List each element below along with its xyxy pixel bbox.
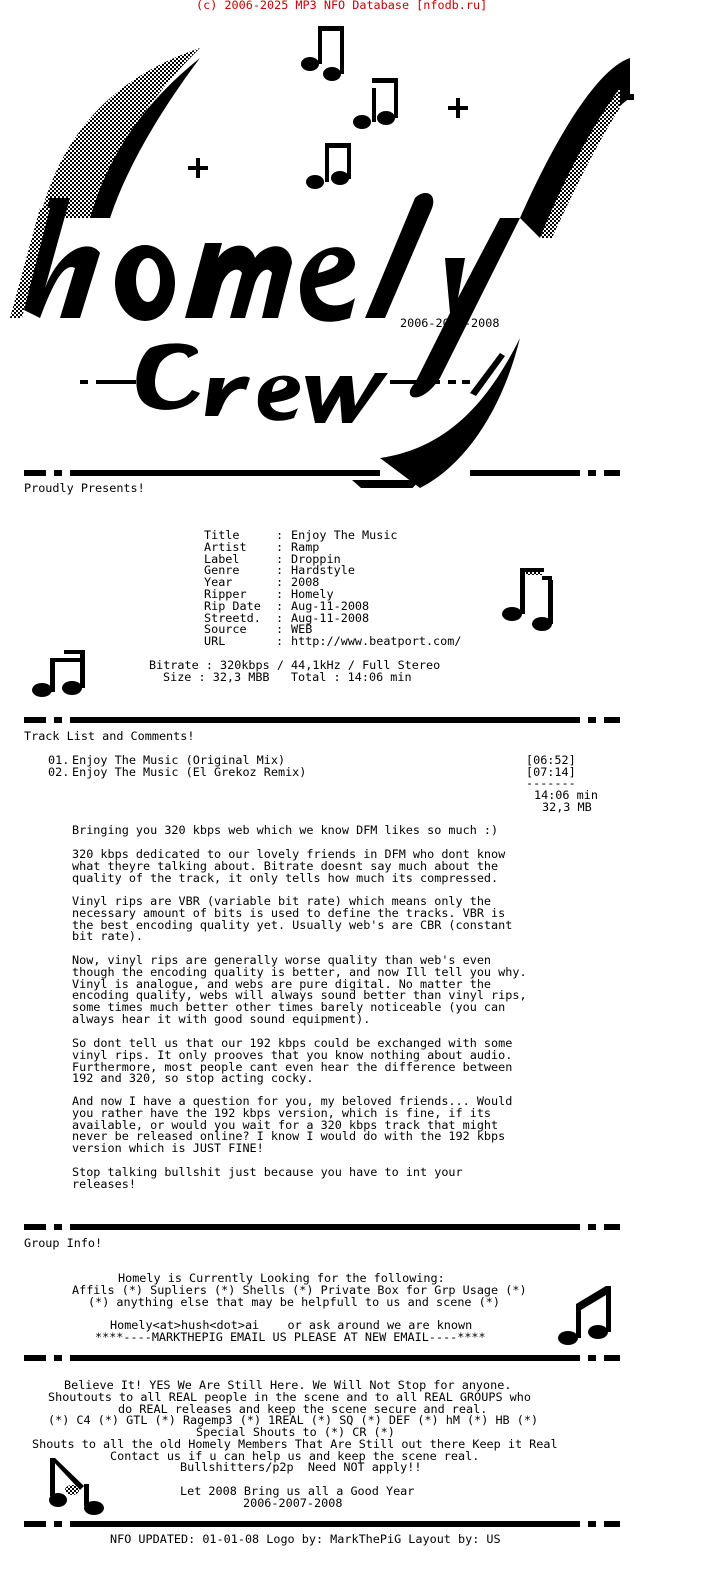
release-field-value: Hardstyle	[291, 563, 355, 578]
release-field-label: Source	[204, 622, 247, 637]
presents-heading: Proudly Presents!	[24, 481, 145, 495]
release-field-label: Artist	[204, 539, 247, 554]
release-field-label: Ripper	[204, 587, 247, 601]
music-note-icon	[44, 1456, 106, 1516]
divider-4	[24, 1355, 620, 1361]
release-field-separator: :	[276, 622, 284, 637]
track-number: 02.	[48, 765, 70, 779]
comment-line: what theyre talking about. Bitrate doesnt say much about the	[72, 858, 499, 873]
comment-line: you rather have the 192 kbps version, which is fine, if its	[72, 1105, 492, 1120]
shout-line: Special Shouts to (*) CR (*)	[196, 1425, 395, 1439]
release-field-label: Year	[204, 575, 233, 590]
email-notice: ****----MARKTHEPIG EMAIL US PLEASE AT NEW EMAIL----****	[95, 1330, 486, 1344]
divider-1	[24, 470, 620, 476]
release-field-separator: :	[276, 634, 284, 649]
release-field-separator: :	[276, 551, 284, 566]
release-field-separator: :	[276, 563, 284, 578]
shout-line: Believe It! YES We Are Still Here. We Will Not Stop for anyone.	[64, 1378, 512, 1392]
release-field-label: Streetd.	[204, 610, 261, 625]
comment-line: Vinyl is analogue, and webs are pure digital. No matter the	[72, 976, 492, 991]
comment-line: always hear it with good sound equipment).	[72, 1012, 371, 1026]
release-field-label: Genre	[204, 563, 240, 578]
release-field-value: Enjoy The Music	[291, 528, 398, 542]
release-field-separator: :	[276, 598, 284, 613]
comment-line: 192 and 320, so stop acting cocky.	[72, 1071, 314, 1086]
comment-line: though the encoding quality is better, and now Ill tell you why.	[72, 964, 527, 979]
release-field-separator: :	[276, 575, 284, 590]
music-note-icon	[30, 648, 90, 700]
release-field-label: Title	[204, 528, 240, 542]
shout-line: Bullshitters/p2p Need NOT apply!!	[180, 1460, 422, 1474]
looking-line: Homely is Currently Looking for the following:	[118, 1271, 445, 1285]
release-field-value: Droppin	[291, 551, 341, 566]
comment-line: Stop talking bullshit just because you have to int your	[72, 1165, 463, 1179]
comment-line: Vinyl rips are VBR (variable bit rate) which means only the	[72, 894, 492, 908]
total-size: 32,3 MB	[542, 800, 592, 814]
comment-line: encoding quality, webs will always sound better than vinyl rips,	[72, 988, 527, 1003]
comment-line: vinyl rips. It only prooves that you know nothing about audio.	[72, 1047, 513, 1062]
release-field-label: URL	[204, 634, 226, 649]
release-field-value: Aug-11-2008	[291, 610, 370, 625]
total-separator: -------	[526, 776, 576, 790]
release-field-separator: :	[276, 587, 284, 601]
size-line: Size : 32,3 MBB Total : 14:06 min	[163, 670, 412, 684]
divider-5	[24, 1521, 620, 1527]
comment-line: releases!	[72, 1176, 136, 1191]
logo-years: 2006-2007-2008	[400, 316, 500, 330]
shout-line: Contact us if u can help us and keep the scene real.	[110, 1449, 480, 1463]
track-title: Enjoy The Music (Original Mix)	[72, 753, 286, 767]
footer-line: NFO UPDATED: 01-01-08 Logo by: MarkThePiG Layout by: US	[110, 1532, 501, 1546]
release-field-separator: :	[276, 528, 284, 542]
track-title: Enjoy The Music (El Grekoz Remix)	[72, 765, 307, 779]
comment-line: Now, vinyl rips are generally worse quality than web's even	[72, 953, 492, 967]
comment-line: available, or would you wait for a 320 kbps track that might	[72, 1117, 499, 1132]
shout-line: Shoutouts to all REAL people in the scene and to all REAL GROUPS who	[48, 1390, 531, 1404]
shout-line: (*) C4 (*) GTL (*) Ragemp3 (*) 1REAL (*) SQ (*) DEF (*) hM (*) HB (*)	[48, 1413, 539, 1427]
total-time: 14:06 min	[534, 788, 598, 802]
shout-line: Shouts to all the old Homely Members That Are Still out there Keep it Real	[32, 1437, 558, 1451]
closing-line: Let 2008 Bring us all a Good Year	[180, 1484, 415, 1498]
release-field-value: Ramp	[291, 539, 320, 554]
comment-line: So dont tell us that our 192 kbps could be exchanged with some	[72, 1036, 513, 1050]
shout-line: do REAL releases and keep the scene secure and real.	[118, 1402, 488, 1416]
release-field-value: http://www.beatport.com/	[291, 634, 462, 649]
release-field-label: Label	[204, 551, 240, 566]
homely-crew-logo	[0, 18, 640, 488]
comment-line: And now I have a question for you, my beloved friends... Would	[72, 1094, 513, 1108]
track-length: [06:52]	[526, 753, 576, 767]
comment-line: never be released online? I know I would do with the 192 kbps	[72, 1129, 506, 1144]
contact-line: Homely<at>hush<dot>ai or ask around we are known	[110, 1318, 473, 1332]
music-note-icon	[556, 1284, 616, 1348]
comment-line: some times much better other times barely noticeable (you can	[72, 1000, 506, 1015]
track-length: [07:14]	[526, 765, 576, 779]
music-note-icon	[500, 566, 560, 632]
release-field-separator: :	[276, 539, 284, 554]
track-number: 01.	[48, 753, 70, 767]
comment-line: version which is JUST FINE!	[72, 1141, 264, 1156]
bitrate-line: Bitrate : 320kbps / 44,1kHz / Full Stereo	[149, 658, 441, 672]
release-field-value: Aug-11-2008	[291, 598, 370, 613]
comment-line: 320 kbps dedicated to our lovely friends in DFM who dont know	[72, 847, 506, 861]
comment-line: the best encoding quality yet. Usually web's are CBR (constant	[72, 917, 513, 932]
divider-3	[24, 1224, 620, 1230]
group-heading: Group Info!	[24, 1236, 103, 1250]
release-field-value: WEB	[291, 622, 313, 637]
looking-line: Affils (*) Supliers (*) Shells (*) Private Box for Grp Usage (*)	[72, 1283, 527, 1297]
tracklist-heading: Track List and Comments!	[24, 729, 195, 743]
copyright-line: (c) 2006-2025 MP3 NFO Database [nfodb.ru]	[196, 0, 488, 12]
release-field-value: Homely	[291, 587, 334, 601]
looking-line: (*) anything else that may be helpfull to us and scene (*)	[88, 1295, 500, 1309]
release-field-separator: :	[276, 610, 284, 625]
closing-years: 2006-2007-2008	[243, 1496, 343, 1510]
comment-line: bit rate).	[72, 929, 144, 944]
comment-line: necessary amount of bits is used to define the tracks. VBR is	[72, 905, 506, 920]
comment-line: Furthermore, most people cant even hear the difference between	[72, 1059, 513, 1074]
comment-line: quality of the track, it only tells how much its compressed.	[72, 870, 499, 885]
release-field-value: 2008	[291, 575, 320, 590]
comment-line: Bringing you 320 kbps web which we know DFM likes so much :)	[72, 823, 499, 837]
release-field-label: Rip Date	[204, 598, 261, 613]
divider-2	[24, 717, 620, 723]
